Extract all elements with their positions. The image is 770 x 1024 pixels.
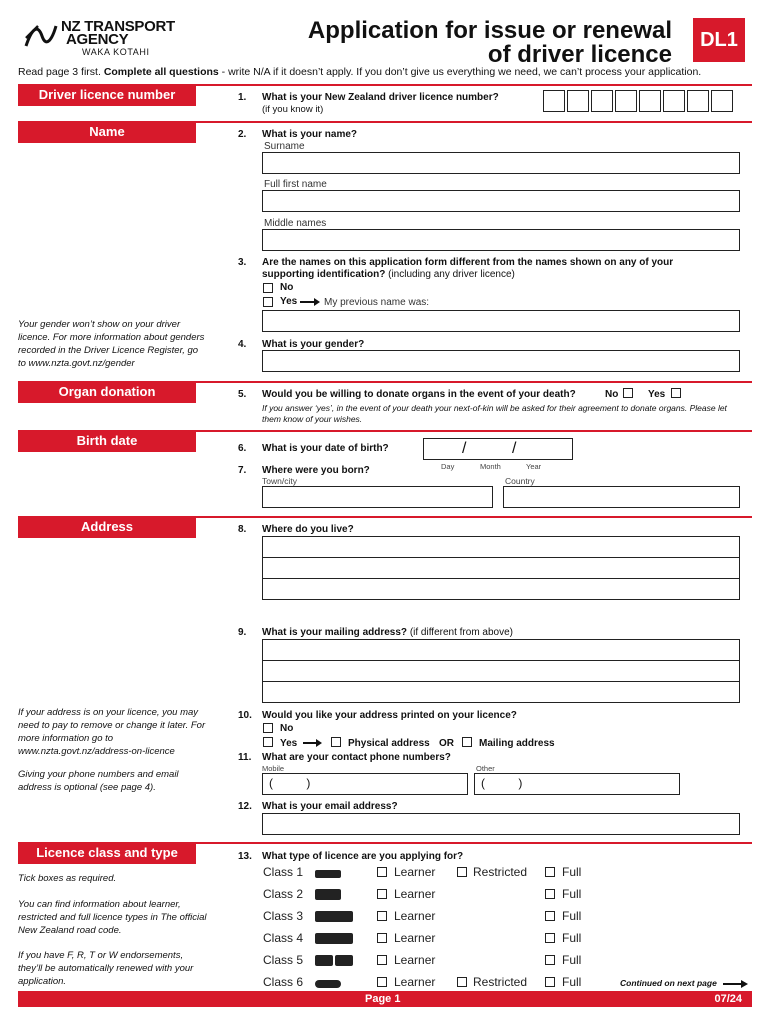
- q3-number: 3.: [238, 257, 247, 268]
- mobile-phone-field[interactable]: [262, 773, 468, 795]
- arrow-head-icon: [314, 298, 320, 306]
- intro-prefix: Read page 3 first.: [18, 66, 101, 78]
- car-icon: [315, 867, 341, 878]
- learner-label: Learner: [394, 887, 436, 901]
- other-area-code: ( ): [481, 776, 523, 790]
- learner-label: Learner: [394, 931, 436, 945]
- q5-number: 5.: [238, 389, 247, 400]
- surname-field[interactable]: [262, 152, 740, 174]
- mobile-area-code: ( ): [269, 776, 311, 790]
- digit-box[interactable]: [639, 90, 661, 112]
- previous-name-field[interactable]: [262, 310, 740, 332]
- learner-checkbox[interactable]: [377, 889, 387, 899]
- learner-checkbox[interactable]: [377, 911, 387, 921]
- q5-no-label: No: [605, 389, 619, 400]
- q3-text: Are the names on this application form different from the names shown on any of your: [262, 257, 674, 268]
- gender-note: Your gender won’t show on your driver licence. For more information about genders recorded in the Driver Licence Register, go to www.nzta.govt.nz/gender: [18, 319, 205, 369]
- organ-note: If you answer ‘yes’, in the event of your death your next-of-kin will be asked for their agreement to donate organs. Please let them know of your wishes.: [262, 403, 727, 424]
- first-name-label: Full first name: [264, 179, 327, 190]
- physical-address-checkbox[interactable]: [331, 737, 341, 747]
- gender-field[interactable]: [262, 350, 740, 372]
- truck-icon: [315, 889, 341, 900]
- mailing-address-checkbox[interactable]: [462, 737, 472, 747]
- full-checkbox[interactable]: [545, 933, 555, 943]
- footer-bar: [18, 991, 752, 1007]
- q3-no-label: No: [280, 282, 294, 293]
- date-separator: /: [512, 440, 517, 457]
- intro-text: [18, 66, 758, 78]
- section-licence-number: Driver licence number: [18, 84, 196, 106]
- trailer-truck-icon: [315, 933, 353, 944]
- home-address-field[interactable]: [262, 536, 740, 600]
- digit-box[interactable]: [543, 90, 565, 112]
- middle-names-field[interactable]: [262, 229, 740, 251]
- q10-yes-checkbox[interactable]: [263, 737, 273, 747]
- learner-checkbox[interactable]: [377, 955, 387, 965]
- motorcycle-icon: [315, 977, 341, 988]
- q4-text: What is your gender?: [262, 339, 365, 350]
- q7-number: 7.: [238, 465, 247, 476]
- restricted-checkbox[interactable]: [457, 977, 467, 987]
- form-date: 07/24: [714, 993, 742, 1005]
- q5-text: Would you be willing to donate organs in the event of your death?: [262, 389, 576, 400]
- q9-number: 9.: [238, 627, 247, 638]
- date-of-birth-field[interactable]: [423, 438, 573, 460]
- q8-number: 8.: [238, 524, 247, 535]
- learner-checkbox[interactable]: [377, 977, 387, 987]
- class-label: Class 3: [263, 909, 304, 923]
- mobile-label: Mobile: [262, 764, 285, 773]
- digit-box[interactable]: [567, 90, 589, 112]
- country-label: Country: [505, 476, 535, 486]
- physical-address-label: Physical address: [348, 738, 430, 749]
- other-phone-field[interactable]: [474, 773, 680, 795]
- title-line1: Application for issue or renewal: [307, 17, 672, 44]
- digit-box[interactable]: [711, 90, 733, 112]
- month-label: Month: [480, 462, 501, 471]
- q3-text2: supporting identification?: [262, 269, 386, 280]
- restricted-label: Restricted: [473, 975, 528, 989]
- logo-line2: AGENCY: [66, 31, 129, 48]
- birth-country-field[interactable]: [503, 486, 740, 508]
- intro-suffix: - write N/A if it doesn’t apply. If you don’t give us everything we need, we can’t process your application.: [221, 66, 702, 78]
- learner-label: Learner: [394, 909, 436, 923]
- arrow-head-icon: [316, 739, 322, 747]
- q8-text: Where do you live?: [262, 524, 354, 535]
- middle-names-label: Middle names: [264, 218, 327, 229]
- phone-note: Giving your phone numbers and email address is optional (see page 4).: [18, 769, 179, 793]
- q10-no-checkbox[interactable]: [263, 723, 273, 733]
- page-title: [252, 19, 672, 67]
- page-number: Page 1: [365, 993, 401, 1005]
- learner-label: Learner: [394, 953, 436, 967]
- section-organ: Organ donation: [18, 381, 196, 403]
- form-code-badge: DL1: [693, 18, 745, 62]
- email-field[interactable]: [262, 813, 740, 835]
- class-label: Class 2: [263, 887, 304, 901]
- section-licence-class: Licence class and type: [18, 842, 196, 864]
- q10-no-label: No: [280, 723, 294, 734]
- q4-number: 4.: [238, 339, 247, 350]
- birth-town-field[interactable]: [262, 486, 493, 508]
- licence-number-input[interactable]: [543, 90, 733, 112]
- endorse-note: If you have F, R, T or W endorsements, they’ll be automatically renewed with your application.: [18, 950, 194, 987]
- title-line2: of driver licence: [487, 41, 672, 68]
- class-label: Class 5: [263, 953, 304, 967]
- q9-text: What is your mailing address?: [262, 627, 408, 638]
- q13-number: 13.: [238, 851, 252, 862]
- digit-box[interactable]: [591, 90, 613, 112]
- full-label: Full: [562, 931, 582, 945]
- q5-no-checkbox[interactable]: [623, 388, 633, 398]
- arrow-head-icon: [741, 980, 748, 988]
- learner-label: Learner: [394, 975, 436, 989]
- digit-box[interactable]: [615, 90, 637, 112]
- q13-text: What type of licence are you applying for?: [262, 851, 464, 862]
- learn-note: You can find information about learner, restricted and full licence types in The official New Zealand road code.: [18, 899, 207, 936]
- q3-text2b: (including any driver licence): [388, 269, 515, 280]
- learner-checkbox[interactable]: [377, 933, 387, 943]
- q12-text: What is your email address?: [262, 801, 398, 812]
- q9-sub: (if different from above): [409, 627, 514, 638]
- q10-yes-label: Yes: [280, 738, 298, 749]
- heavy-truck-icon: [315, 911, 353, 922]
- q1-number: 1.: [238, 92, 247, 103]
- date-separator: /: [462, 440, 467, 457]
- intro-bold: Complete all questions: [103, 66, 219, 78]
- q5-yes-checkbox[interactable]: [671, 388, 681, 398]
- other-label: Other: [476, 764, 495, 773]
- full-checkbox[interactable]: [545, 911, 555, 921]
- address-note: If your address is on your licence, you may need to pay to remove or change it later. For more information go to www.nzta.govt.nz/address-on-licence: [18, 707, 206, 757]
- day-label: Day: [441, 462, 455, 471]
- full-label: Full: [562, 865, 582, 879]
- q3-yes-label: Yes: [280, 296, 298, 307]
- class-label: Class 4: [263, 931, 304, 945]
- year-label: Year: [526, 462, 542, 471]
- q10-number: 10.: [238, 710, 252, 721]
- class-label: Class 6: [263, 975, 304, 989]
- q12-number: 12.: [238, 801, 252, 812]
- learner-label: Learner: [394, 865, 436, 879]
- q1-text: What is your New Zealand driver licence number?: [262, 92, 499, 103]
- class-label: Class 1: [263, 865, 304, 879]
- mailing-address-field[interactable]: [262, 639, 740, 703]
- q3-yes-checkbox[interactable]: [263, 297, 273, 307]
- q2-number: 2.: [238, 129, 247, 140]
- full-checkbox[interactable]: [545, 955, 555, 965]
- mailing-address-label: Mailing address: [479, 738, 555, 749]
- q6-number: 6.: [238, 443, 247, 454]
- digit-box[interactable]: [663, 90, 685, 112]
- q7-text: Where were you born?: [262, 465, 370, 476]
- surname-label: Surname: [264, 141, 305, 152]
- town-label: Town/city: [262, 476, 297, 486]
- logo-line1: NZ TRANSPORT: [61, 18, 175, 35]
- truck-trailer-icon: [315, 955, 353, 966]
- logo-mark-icon: [24, 22, 58, 48]
- q10-text: Would you like your address printed on your licence?: [262, 710, 517, 721]
- restricted-checkbox[interactable]: [457, 867, 467, 877]
- arrow-icon: [723, 983, 743, 985]
- or-label: OR: [439, 738, 454, 749]
- full-checkbox[interactable]: [545, 867, 555, 877]
- restricted-label: Restricted: [473, 865, 528, 879]
- q2-text: What is your name?: [262, 129, 358, 140]
- section-address: Address: [18, 516, 196, 538]
- q11-text: What are your contact phone numbers?: [262, 752, 451, 763]
- q1-sub: (if you know it): [262, 104, 324, 115]
- logo-sub: WAKA KOTAHI: [82, 47, 150, 57]
- learner-checkbox[interactable]: [377, 867, 387, 877]
- full-checkbox[interactable]: [545, 977, 555, 987]
- q6-text: What is your date of birth?: [262, 443, 389, 454]
- full-label: Full: [562, 975, 582, 989]
- q5-yes-label: Yes: [648, 389, 666, 400]
- full-checkbox[interactable]: [545, 889, 555, 899]
- full-label: Full: [562, 953, 582, 967]
- tick-note: Tick boxes as required.: [18, 873, 117, 884]
- q3-no-checkbox[interactable]: [263, 283, 273, 293]
- previous-name-label: My previous name was:: [324, 297, 430, 308]
- full-label: Full: [562, 887, 582, 901]
- first-name-field[interactable]: [262, 190, 740, 212]
- section-name: Name: [18, 121, 196, 143]
- section-birth: Birth date: [18, 430, 196, 452]
- digit-box[interactable]: [687, 90, 709, 112]
- full-label: Full: [562, 909, 582, 923]
- q11-number: 11.: [238, 752, 252, 763]
- continued-text: Continued on next page: [620, 978, 717, 988]
